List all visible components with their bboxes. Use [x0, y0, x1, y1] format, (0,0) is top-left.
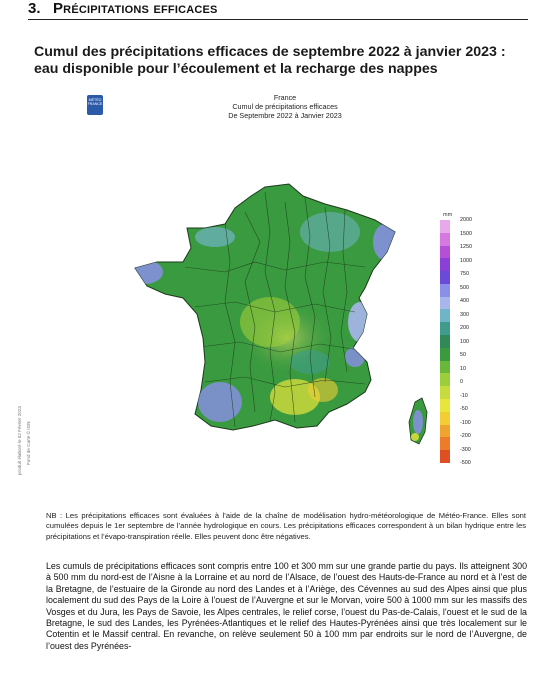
legend-color-swatch — [440, 258, 450, 271]
legend-color-swatch — [440, 450, 450, 463]
production-date-note: produit élaboré le 02 Février 2023 — [17, 406, 22, 475]
side-notes — [17, 355, 47, 475]
meteo-france-logo: MÉTÉO FRANCE — [87, 95, 103, 115]
legend-color-swatch — [440, 233, 450, 246]
france-map — [85, 92, 465, 487]
legend-tick-label: 400 — [460, 298, 469, 304]
legend-tick-label: 1500 — [460, 230, 472, 237]
legend-color-swatch — [440, 309, 450, 322]
document-title — [34, 44, 529, 78]
legend-tick-label: 200 — [460, 325, 469, 331]
legend-tick-label: 50 — [460, 352, 466, 358]
section-heading — [28, 0, 528, 20]
legend-tick-label: 500 — [460, 284, 469, 291]
legend-tick-label: 300 — [460, 311, 469, 318]
section-number: 3. — [28, 0, 41, 17]
legend-tick-label: 1000 — [460, 257, 472, 264]
legend-color-swatch — [440, 284, 450, 297]
legend-color-swatch — [440, 322, 450, 335]
caption-line: Cumul de précipitations efficaces — [232, 102, 338, 112]
title-line: Cumul des précipitations efficaces de septembre 2022 à janvier 2023 : — [34, 44, 506, 60]
legend-color-swatch — [440, 412, 450, 425]
caption-line: De Septembre 2022 à Janvier 2023 — [228, 111, 342, 121]
legend-color-swatch — [440, 348, 450, 361]
legend-color-swatch — [440, 361, 450, 374]
legend-tick-label: -300 — [460, 446, 471, 453]
legend-color-swatch — [440, 271, 450, 284]
legend-unit: mm — [443, 212, 453, 218]
legend-colorbar — [440, 220, 450, 463]
legend-color-swatch — [440, 220, 450, 233]
title-line: eau disponible pour l’écoulement et la recharge des nappes — [34, 61, 438, 77]
section-title: Précipitations efficaces — [52, 0, 218, 17]
caption-line: France — [273, 93, 297, 102]
legend-tick-label: -10 — [460, 392, 468, 399]
legend-color-swatch — [440, 437, 450, 450]
legend-color-swatch — [440, 425, 450, 438]
body-paragraph: Les cumuls de précipitations efficaces sont compris entre 100 et 300 mm sur une grande partie du pays. Ils atteignent 300 à 500 mm du nord-est de l’Aisne à la Lorraine et au nord de l’Alsace, de l’ouest des Hauts-de-France au nord et à l’est de la Bretagne, de l’estuaire de la Gironde au nord des Landes et à l’Ariège, des Cévennes au sud des Alpes ainsi que plus localement du sud des Pays de la Loire à l’ouest de l’Auvergne et sur le Morvan, voire 500 à 1000 mm sur les massifs des Vosges et du Jura, les Pays de Savoie, les Alpes centrales, le relief corse, l’ouest du Pas-de-Calais, l’ouest et le sud de la Bretagne, le sud des Landes, les Pyrénées-Atlantiques et le relief des Hautes-Pyrénées ainsi que très localement sur le Cotentin et le Massif central. En revanche, on relève seulement 50 à 100 mm par endroits sur le nord de l’Auvergne, de l’ouest des Pyrénées- — [46, 561, 527, 651]
legend-tick-label: 10 — [460, 365, 466, 372]
legend-tick-label: 1250 — [460, 244, 472, 250]
legend-color-swatch — [440, 399, 450, 412]
legend-tick-label: 0 — [460, 379, 463, 385]
legend-tick-label: -100 — [460, 419, 471, 426]
legend-color-swatch — [440, 297, 450, 310]
legend-tick-label: -200 — [460, 433, 471, 439]
legend-tick-label: 2000 — [460, 217, 472, 223]
legend-tick-label: -500 — [460, 460, 471, 466]
legend-tick-label: 750 — [460, 271, 469, 277]
nb-note: NB : Les précipitations efficaces sont évaluées à l’aide de la chaîne de modélisation hydro-météorologique de Météo-France. Elles sont cumulées depuis le 1er septembre de l’année hydrologique en cours. Les précipitations efficaces correspondent à un bilan hydrique entre les précipitations et l’évapo-transpiration réelle. Elles peuvent donc être négatives. — [46, 511, 526, 541]
legend-color-swatch — [440, 335, 450, 348]
legend-tick-label: -50 — [460, 406, 468, 412]
legend-tick-label: 100 — [460, 338, 469, 345]
legend-color-swatch — [440, 373, 450, 386]
precipitation-map-figure — [85, 92, 472, 487]
map-credit-note: Fond de Carte © IGN — [26, 421, 31, 465]
legend-color-swatch — [440, 386, 450, 399]
legend-color-swatch — [440, 246, 450, 259]
